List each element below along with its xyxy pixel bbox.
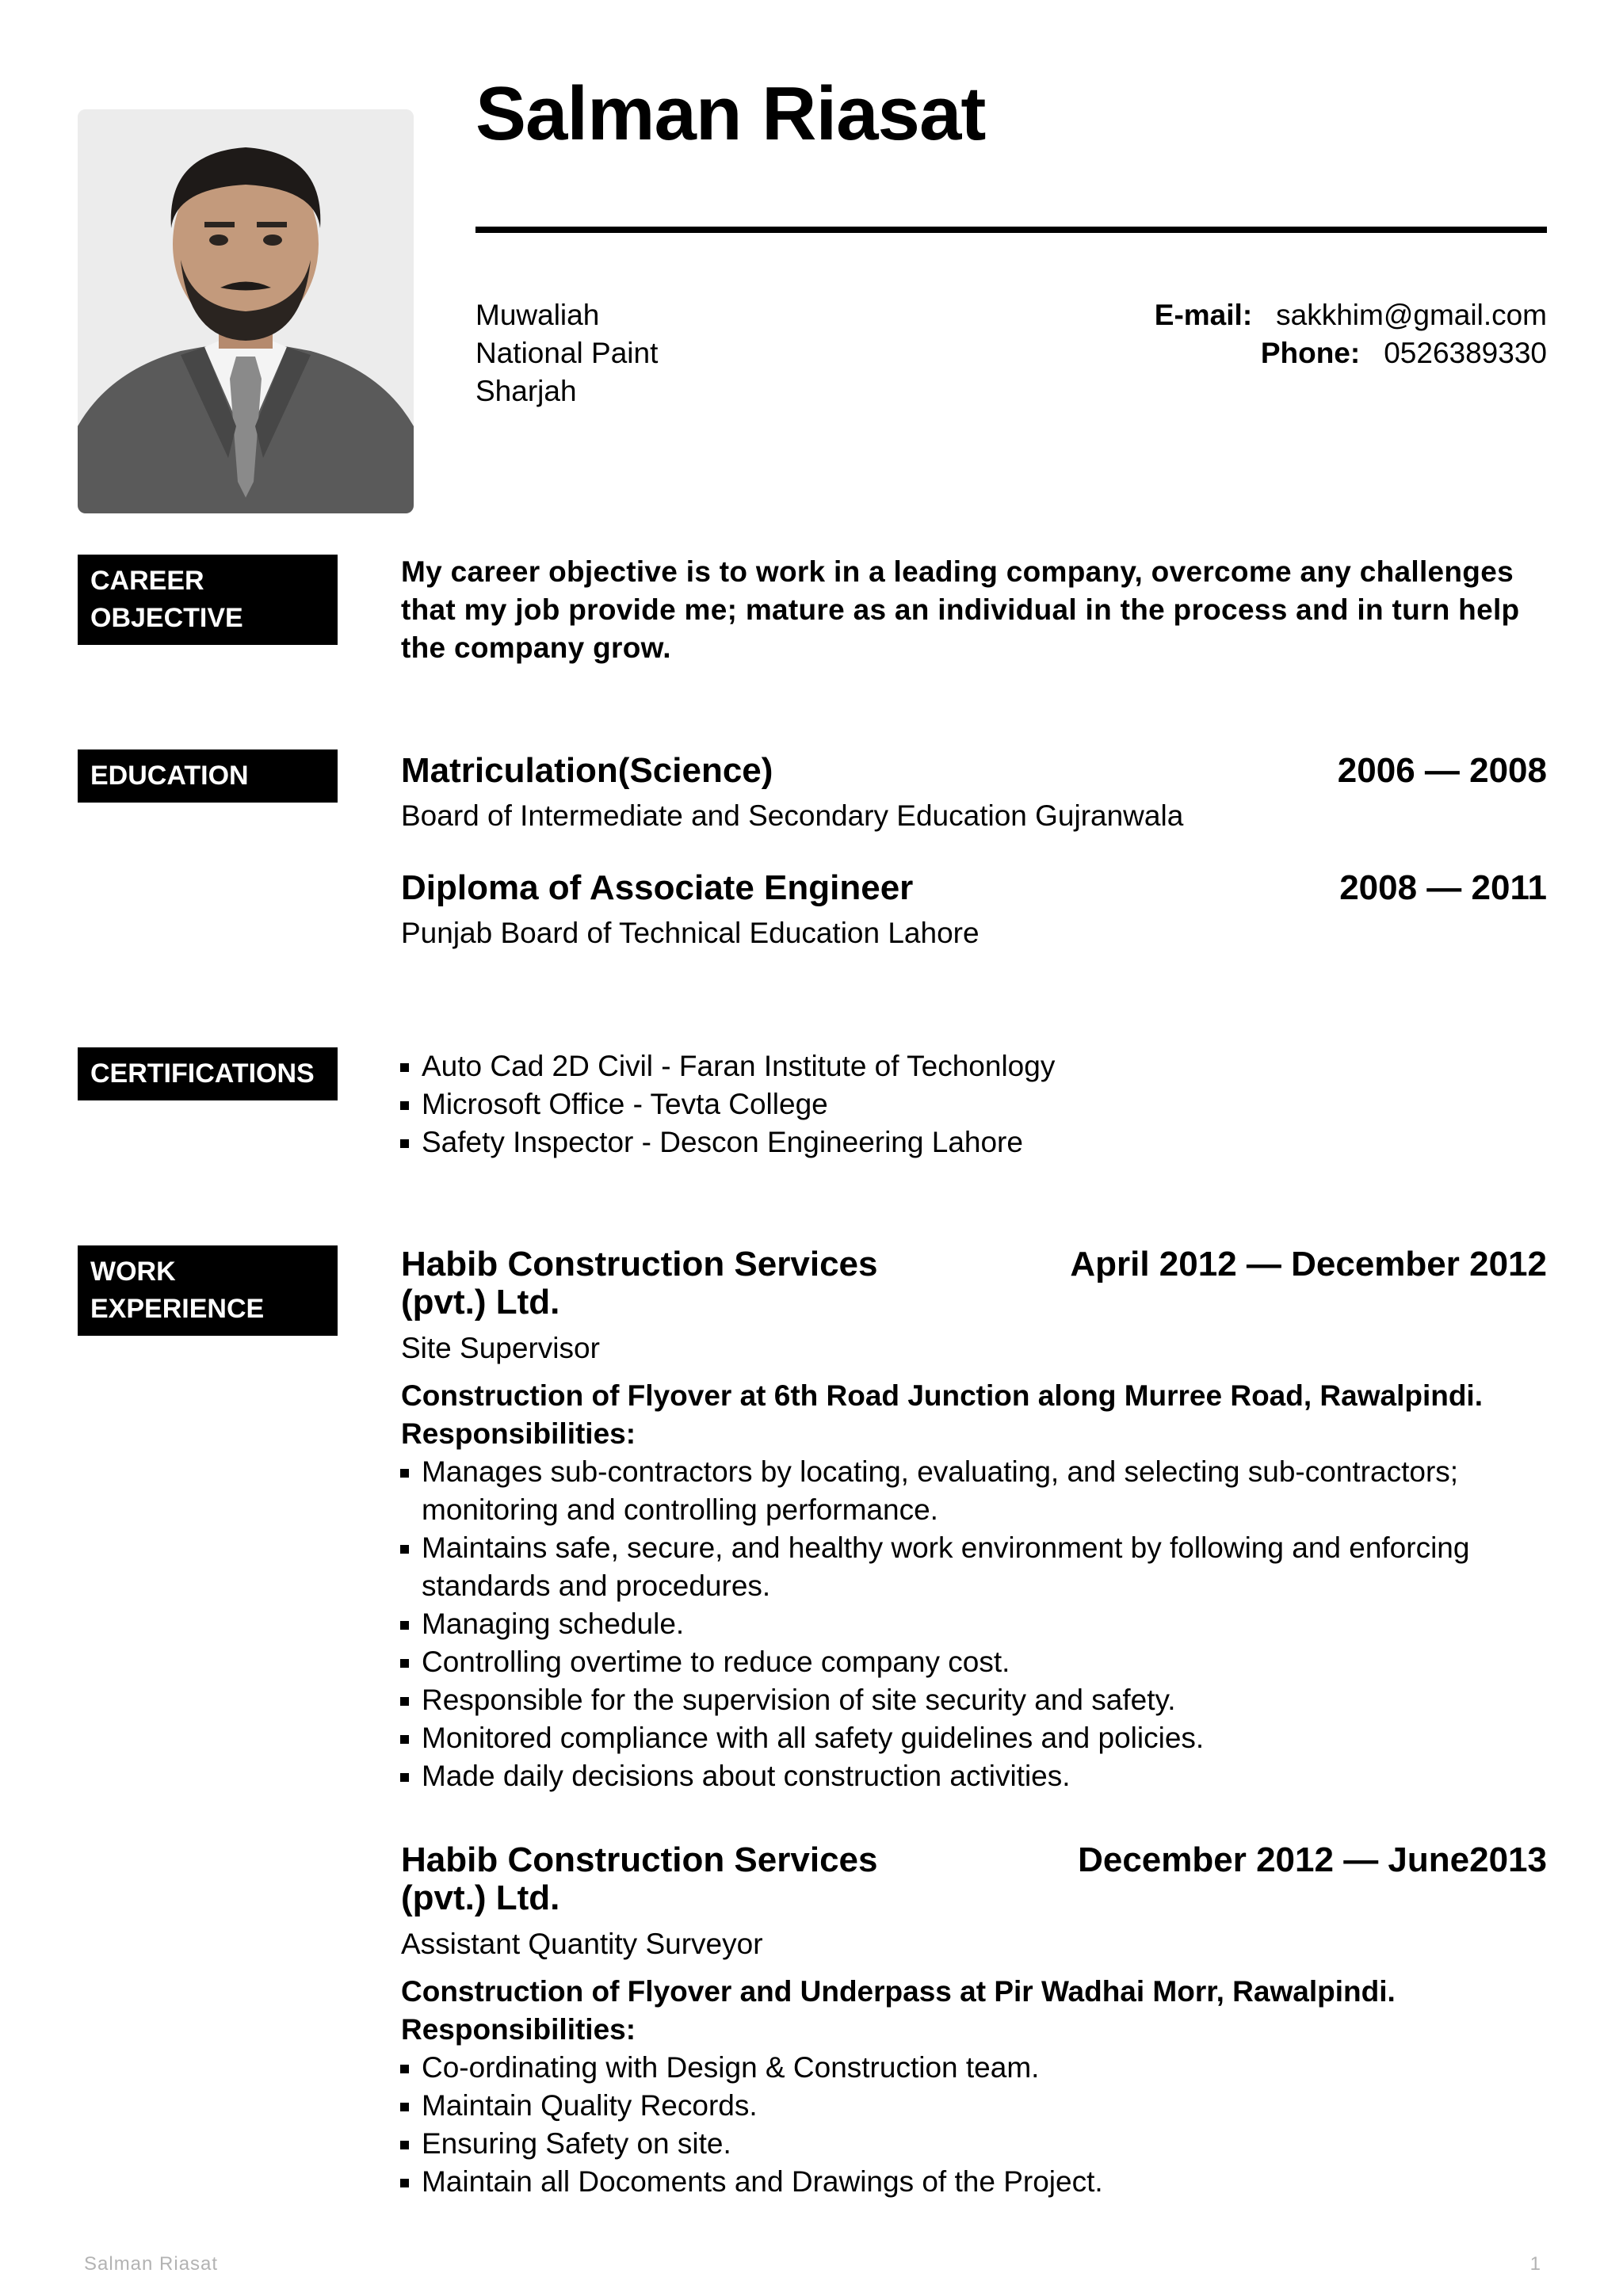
job-company: Habib Construction Services (pvt.) Ltd. [401,1840,878,1917]
page-number: 1 [1529,2253,1541,2275]
candidate-name: Salman Riasat [475,71,986,156]
list-item: Co-ordinating with Design & Construction team. [401,2049,1547,2087]
job-role: Assistant Quantity Surveyor [401,1928,763,1960]
email-label: E-mail: [1154,299,1253,331]
contact-block [1155,296,1547,372]
list-item: Microsoft Office - Tevta College [401,1085,1547,1123]
career-objective-text: My career objective is to work in a leading company, overcome any challenges that my job provide me; mature as an individual in the process and in turn help the company grow. [401,555,1520,664]
address-line: Muwaliah [475,299,600,331]
portrait-illustration [78,109,414,513]
phone-row [1155,334,1547,372]
responsibility-list [401,2049,1547,2201]
list-item: Made daily decisions about construction activities. [401,1757,1547,1795]
section-label-work-experience: WORK EXPERIENCE [78,1245,338,1336]
list-item: Auto Cad 2D Civil - Faran Institute of Techonlogy [401,1047,1547,1085]
responsibility-list [401,1453,1547,1795]
education-entry [401,749,1547,835]
section-label-career-objective: CAREER OBJECTIVE [78,555,338,645]
list-item: Maintain all Docoments and Drawings of the Project. [401,2163,1547,2201]
section-label-education: EDUCATION [78,749,338,803]
job-project: Construction of Flyover at 6th Road Junction along Murree Road, Rawalpindi. [401,1379,1483,1412]
list-item: Maintains safe, secure, and healthy work environment by following and enforcing standards and procedures. [401,1529,1547,1605]
list-item: Safety Inspector - Descon Engineering Lahore [401,1123,1547,1161]
list-item: Controlling overtime to reduce company cost. [401,1643,1547,1681]
job-dates: December 2012 — June2013 [1078,1840,1547,1879]
education-list [401,749,1547,952]
certifications-list [401,1047,1547,1161]
education-institution: Board of Intermediate and Secondary Education Gujranwala [401,799,1184,832]
education-institution: Punjab Board of Technical Education Lahore [401,917,980,949]
list-item: Responsible for the supervision of site security and safety. [401,1681,1547,1719]
address-block [475,296,658,410]
footer-name: Salman Riasat [84,2253,219,2275]
education-years: 2008 — 2011 [1339,868,1547,907]
job-role: Site Supervisor [401,1332,600,1364]
list-item: Managing schedule. [401,1605,1547,1643]
header-divider [475,227,1547,233]
education-entry [401,867,1547,952]
job-company: Habib Construction Services (pvt.) Ltd. [401,1245,878,1322]
email-value[interactable]: sakkhim@gmail.com [1276,299,1547,331]
work-list [401,1245,1547,2201]
job-dates: April 2012 — December 2012 [1070,1245,1547,1283]
section-label-certifications: CERTIFICATIONS [78,1047,338,1100]
list-item: Monitored compliance with all safety guidelines and policies. [401,1719,1547,1757]
education-years: 2006 — 2008 [1337,751,1547,790]
phone-value[interactable]: 0526389330 [1384,337,1547,369]
list-item: Ensuring Safety on site. [401,2125,1547,2163]
address-line: Sharjah [475,375,577,407]
phone-label: Phone: [1260,337,1361,369]
email-row [1155,296,1547,334]
job-responsibilities-label: Responsibilities: [401,2013,636,2046]
education-degree: Matriculation(Science) [401,751,773,790]
address-line: National Paint [475,337,659,369]
profile-photo [78,109,414,513]
job-project: Construction of Flyover and Underpass at Pir Wadhai Morr, Rawalpindi. [401,1975,1396,2008]
list-item: Manages sub-contractors by locating, evaluating, and selecting sub-contractors; monitoring and controlling performance. [401,1453,1547,1529]
list-item: Maintain Quality Records. [401,2087,1547,2125]
job-responsibilities-label: Responsibilities: [401,1417,636,1450]
work-entry [401,1245,1547,1795]
work-entry [401,1841,1547,2201]
education-degree: Diploma of Associate Engineer [401,868,914,907]
